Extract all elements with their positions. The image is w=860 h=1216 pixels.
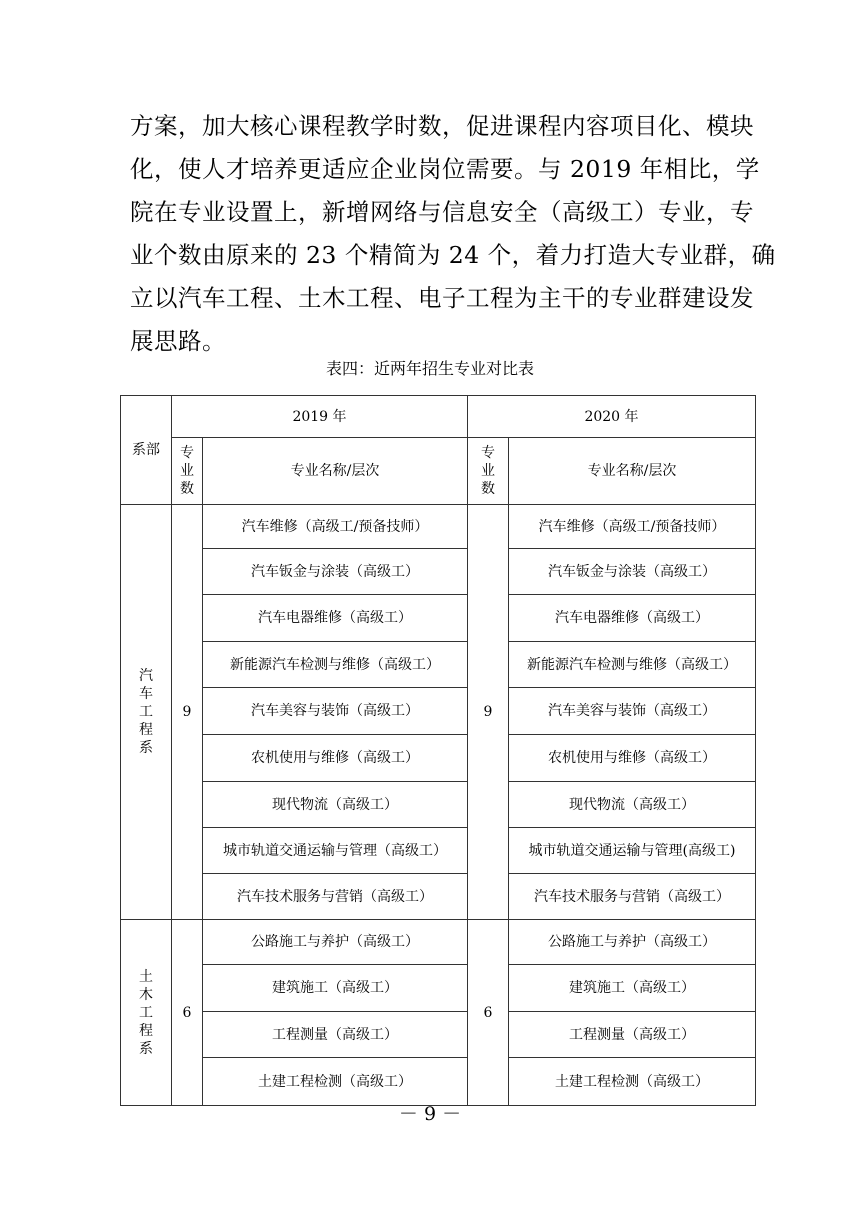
major-2019-cell: 农机使用与维修（高级工） bbox=[203, 735, 468, 782]
table-row bbox=[121, 642, 756, 688]
name-header-2020: 专业名称/层次 bbox=[509, 438, 756, 505]
major-2020-cell: 汽车钣金与涂装（高级工） bbox=[509, 549, 756, 595]
major-2019-cell: 汽车维修（高级工/预备技师） bbox=[203, 505, 468, 549]
table-row bbox=[121, 688, 756, 735]
dept-name-cell: 汽车工程系 bbox=[121, 505, 172, 920]
table-row bbox=[121, 965, 756, 1012]
table-row bbox=[121, 874, 756, 920]
major-2019-cell: 建筑施工（高级工） bbox=[203, 965, 468, 1012]
major-2020-cell: 现代物流（高级工） bbox=[509, 782, 756, 828]
major-2020-cell: 汽车技术服务与营销（高级工） bbox=[509, 874, 756, 920]
paragraph-line: 展思路。 bbox=[130, 327, 226, 355]
count-2020-cell: 9 bbox=[468, 505, 509, 920]
major-2019-cell: 汽车电器维修（高级工） bbox=[203, 595, 468, 642]
year-2020-header: 2020 年 bbox=[468, 396, 756, 438]
major-2019-cell: 土建工程检测（高级工） bbox=[203, 1058, 468, 1106]
department-rows bbox=[121, 505, 756, 1106]
count-2019-cell: 9 bbox=[172, 505, 203, 920]
major-2020-cell: 农机使用与维修（高级工） bbox=[509, 735, 756, 782]
major-2020-cell: 公路施工与养护（高级工） bbox=[509, 920, 756, 965]
major-2019-cell: 汽车钣金与涂装（高级工） bbox=[203, 549, 468, 595]
major-2020-cell: 汽车电器维修（高级工） bbox=[509, 595, 756, 642]
major-2020-cell: 建筑施工（高级工） bbox=[509, 965, 756, 1012]
table-row bbox=[121, 1058, 756, 1106]
header-row-years bbox=[121, 396, 756, 438]
table-row bbox=[121, 505, 756, 549]
major-2019-cell: 工程测量（高级工） bbox=[203, 1012, 468, 1058]
dept-name-cell: 土木工程系 bbox=[121, 920, 172, 1106]
major-2019-cell: 城市轨道交通运输与管理（高级工） bbox=[203, 828, 468, 874]
table-row bbox=[121, 828, 756, 874]
year-2019-header: 2019 年 bbox=[172, 396, 468, 438]
header-row-columns bbox=[121, 438, 756, 505]
major-2020-cell: 新能源汽车检测与维修（高级工） bbox=[509, 642, 756, 688]
major-2019-cell: 现代物流（高级工） bbox=[203, 782, 468, 828]
table-row bbox=[121, 735, 756, 782]
count-header-2019: 专业数 bbox=[172, 438, 203, 505]
major-2020-cell: 工程测量（高级工） bbox=[509, 1012, 756, 1058]
paragraph-line: 化，使人才培养更适应企业岗位需要。与 2019 年相比，学 bbox=[130, 155, 760, 183]
major-2020-cell: 城市轨道交通运输与管理(高级工) bbox=[509, 828, 756, 874]
table-row bbox=[121, 782, 756, 828]
major-2019-cell: 汽车技术服务与营销（高级工） bbox=[203, 874, 468, 920]
count-2019-cell: 6 bbox=[172, 920, 203, 1106]
count-2020-cell: 6 bbox=[468, 920, 509, 1106]
major-2020-cell: 汽车维修（高级工/预备技师） bbox=[509, 505, 756, 549]
page-number: － 9 － bbox=[398, 1103, 462, 1125]
major-2020-cell: 汽车美容与装饰（高级工） bbox=[509, 688, 756, 735]
table-row bbox=[121, 549, 756, 595]
table-row bbox=[121, 1012, 756, 1058]
paragraph-line: 业个数由原来的 23 个精简为 24 个，着力打造大专业群，确 bbox=[130, 241, 776, 269]
major-2020-cell: 土建工程检测（高级工） bbox=[509, 1058, 756, 1106]
major-2019-cell: 汽车美容与装饰（高级工） bbox=[203, 688, 468, 735]
paragraph-line: 立以汽车工程、土木工程、电子工程为主干的专业群建设发 bbox=[130, 284, 754, 312]
paragraph-line: 院在专业设置上，新增网络与信息安全（高级工）专业，专 bbox=[130, 198, 754, 226]
dept-header: 系部 bbox=[121, 396, 172, 505]
enrollment-comparison-table bbox=[120, 395, 756, 1106]
table-row bbox=[121, 595, 756, 642]
body-paragraph bbox=[130, 105, 776, 363]
major-2019-cell: 新能源汽车检测与维修（高级工） bbox=[203, 642, 468, 688]
paragraph-line: 方案，加大核心课程教学时数，促进课程内容项目化、模块 bbox=[130, 112, 754, 140]
table-row bbox=[121, 920, 756, 965]
count-header-2020: 专业数 bbox=[468, 438, 509, 505]
major-2019-cell: 公路施工与养护（高级工） bbox=[203, 920, 468, 965]
name-header-2019: 专业名称/层次 bbox=[203, 438, 468, 505]
table-caption: 表四：近两年招生专业对比表 bbox=[325, 359, 534, 378]
